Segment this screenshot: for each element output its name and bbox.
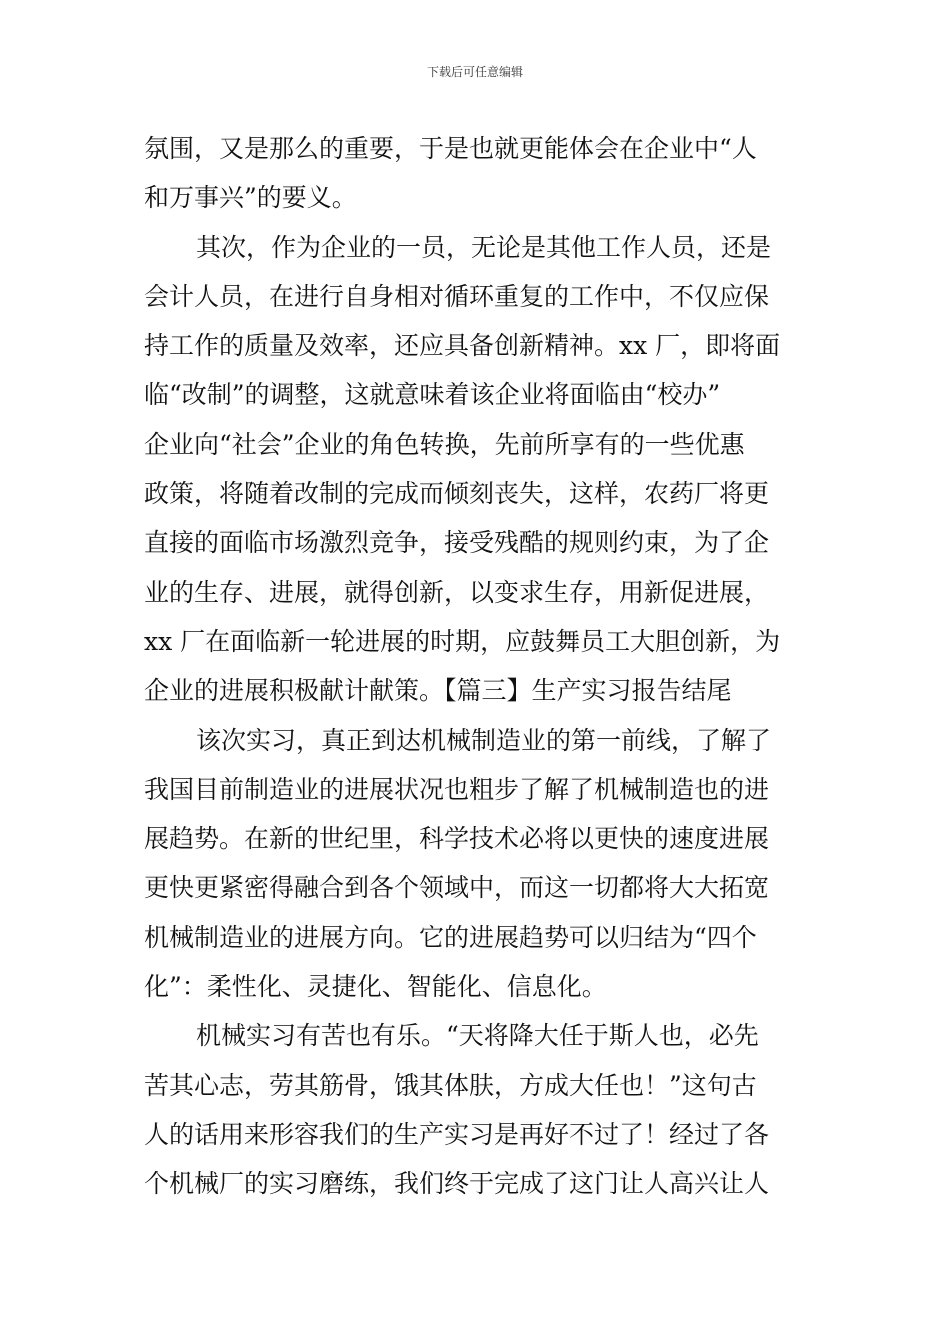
text-line: 机械制造业的进展方向。它的进展趋势可以归结为“四个: [144, 922, 757, 952]
text-line: 政策，将随着改制的完成而倾刻丧失，这样，农药厂将更: [144, 479, 770, 509]
text-line: 展趋势。在新的世纪里，科学技术必将以更快的速度进展: [144, 824, 770, 854]
text-line: 持工作的质量及效率，还应具备创新精神。xx 厂，即将面: [144, 331, 781, 361]
text-line: 机械实习有苦也有乐。“天将降大任于斯人也，必先: [196, 1021, 759, 1051]
text-line: 临“改制”的调整，这就意味着该企业将面临由“校办”: [144, 380, 721, 410]
text-line: 化”：柔性化、灵捷化、智能化、信息化。: [144, 972, 607, 1002]
text-line: 会计人员，在进行自身相对循环重复的工作中，不仅应保: [144, 281, 770, 311]
text-line: 我国目前制造业的进展状况也粗步了解了机械制造也的进: [144, 774, 770, 804]
text-line: 业的生存、进展，就得创新，以变求生存，用新促进展，: [144, 577, 770, 607]
text-line: xx 厂在面临新一轮进展的时期，应鼓舞员工大胆创新，为: [144, 626, 781, 656]
body-text: [144, 124, 830, 1209]
text-line: 氛围，又是那么的重要，于是也就更能体会在企业中“人: [144, 134, 757, 163]
text-line: 和万事兴”的要义。: [144, 183, 357, 213]
text-line: 苦其心志，劳其筋骨，饿其体肤，方成大任也！”这句古: [144, 1070, 757, 1100]
text-line: 直接的面临市场激烈竞争，接受残酷的规则约束，为了企: [144, 528, 770, 558]
text-line: 更快更紧密得融合到各个领域中，而这一切都将大大拓宽: [144, 873, 770, 903]
text-line: 企业向“社会”企业的角色转换，先前所享有的一些优惠: [144, 429, 745, 459]
text-line: 该次实习，真正到达机械制造业的第一前线，了解了: [196, 725, 772, 755]
text-line: 其次，作为企业的一员，无论是其他工作人员，还是: [196, 232, 772, 262]
text-line: 企业的进展积极献计献策。【篇三】生产实习报告结尾: [144, 676, 732, 706]
text-line: 个机械厂的实习磨练，我们终于完成了这门让人高兴让人: [144, 1169, 770, 1199]
text-line: 人的话用来形容我们的生产实习是再好不过了！经过了各: [144, 1119, 770, 1149]
page-header: 下载后可任意编辑: [426, 65, 523, 79]
